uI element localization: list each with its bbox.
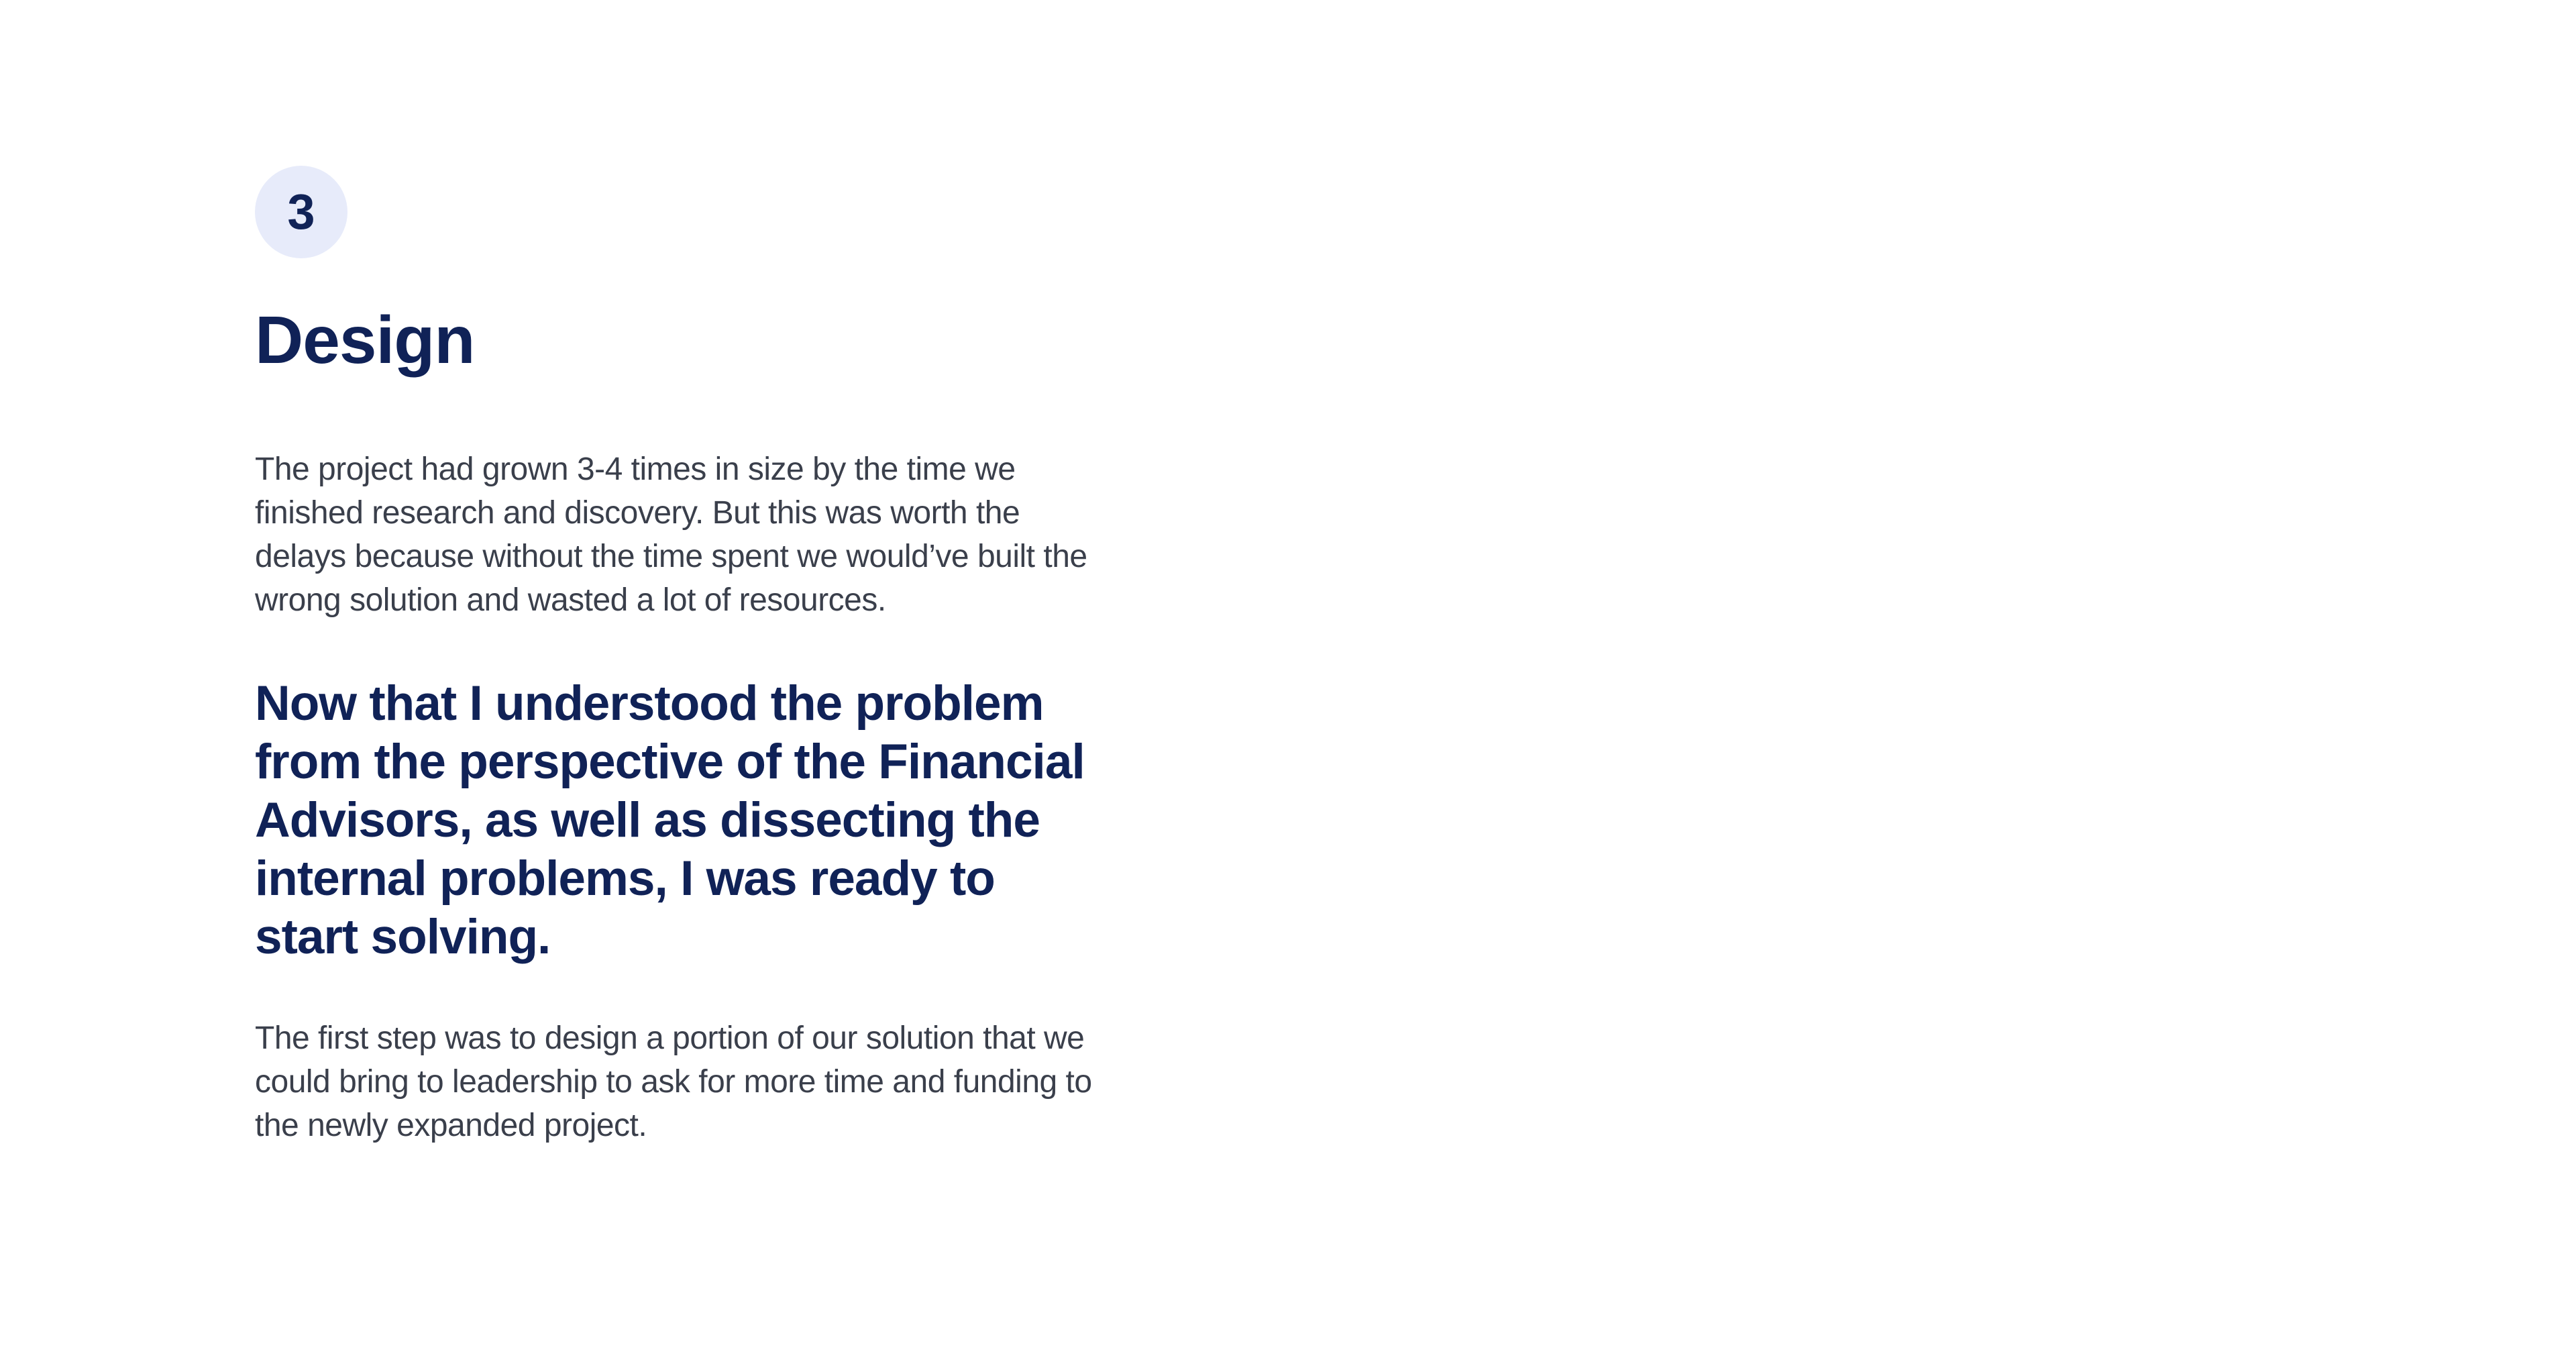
step-number-badge: 3: [255, 166, 347, 258]
callout-statement: Now that I understood the problem from the perspective of the Financial Advisors, as well as dissecting the internal problems, I was ready to start solving.: [255, 676, 1085, 964]
design-section: [255, 166, 1100, 1147]
closing-paragraph: The first step was to design a portion of our solution that we could bring to leadership to ask for more time and funding to the newly expanded project.: [255, 1020, 1092, 1143]
intro-paragraph: The project had grown 3-4 times in size by the time we finished research and discovery. But this was worth the delays because without the time spent we would’ve built the wrong solution and wasted a lot of resources.: [255, 452, 1087, 618]
section-title: Design: [255, 303, 475, 378]
